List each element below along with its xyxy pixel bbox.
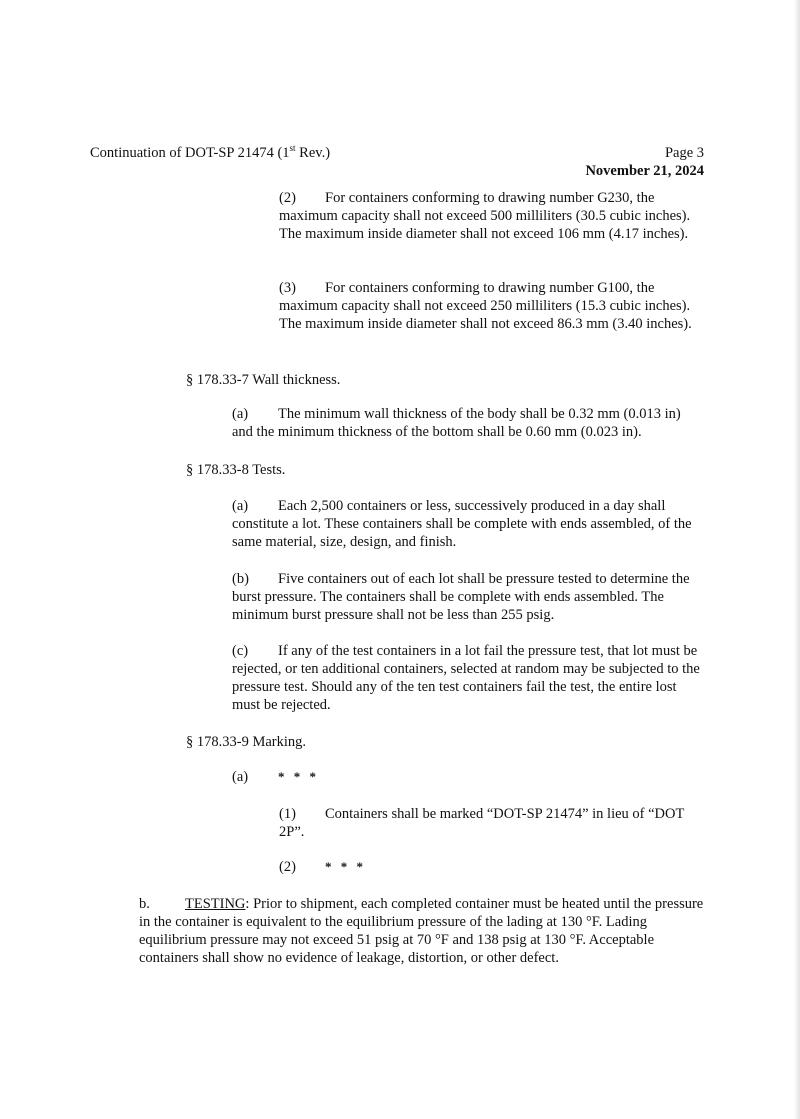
item-label: (2): [279, 190, 296, 206]
omission-asterisks: * * *: [325, 859, 366, 874]
item-text: Five containers out of each lot shall be pressure tested to determine the burst pressure. The containers shall be complete with ends assembled. The minimum burst pressure shall not be less than 255 psig.: [232, 571, 690, 623]
item-label: (a): [232, 498, 249, 514]
page-edge-shadow: [794, 0, 800, 1119]
testing-text: : Prior to shipment, each completed container must be heated until the pressure in the container is equivalent to the equilibrium pressure of the lading at 130 °F. Lading equilibrium pressure may not exceed 51 psig at 70 °F and 138 psig at 130 °F. Acceptable containers shall show no evidence of leakage, distortion, or other defect.: [139, 896, 704, 966]
item-label: (2): [279, 859, 296, 875]
item-label: (a): [232, 769, 249, 785]
item-label: (a): [232, 406, 249, 422]
item-label: (1): [279, 806, 296, 822]
revision-superscript: st: [289, 143, 296, 154]
item-text: Each 2,500 containers or less, successively produced in a day shall constitute a lot. These containers shall be complete with ends assembled, of the same material, size, design, and finish.: [232, 498, 692, 550]
omission-asterisks: * * *: [278, 769, 319, 784]
item-label: (b): [232, 571, 249, 587]
paragraph-3-g100: [279, 279, 694, 333]
tests-paragraph-c: [232, 642, 704, 714]
item-text: Containers shall be marked “DOT-SP 21474” in lieu of “DOT 2P”.: [279, 806, 685, 840]
item-label: (3): [279, 280, 296, 296]
section-178-33-8-heading: § 178.33-8 Tests.: [186, 462, 286, 478]
item-text: The minimum wall thickness of the body shall be 0.32 mm (0.013 in) and the minimum thickness of the bottom shall be 0.60 mm (0.023 in).: [232, 406, 681, 440]
continuation-prefix: Continuation of DOT-SP 21474 (1: [90, 145, 290, 161]
tests-paragraph-a: [232, 497, 704, 551]
paragraph-2-g230: [279, 189, 694, 243]
page-number: Page 3: [664, 145, 704, 161]
wall-thickness-paragraph-a: [232, 405, 704, 441]
testing-paragraph: [139, 895, 704, 967]
continuation-suffix: Rev.): [295, 145, 331, 161]
marking-subparagraph-1: [279, 805, 699, 841]
tests-paragraph-b: [232, 570, 704, 624]
marking-paragraph-a: [232, 768, 319, 786]
section-178-33-7-heading: § 178.33-7 Wall thickness.: [186, 372, 341, 388]
item-text: If any of the test containers in a lot fail the pressure test, that lot must be rejected, or ten additional containers, selected at random may be subjected to the pressure test. Should any of the ten test containers fail the test, the entire lost must be rejected.: [232, 643, 700, 713]
item-label: b.: [139, 896, 150, 912]
continuation-header: [90, 144, 330, 162]
item-text: For containers conforming to drawing number G100, the maximum capacity shall not exceed 250 milliliters (15.3 cubic inches). The maximum inside diameter shall not exceed 86.3 mm (3.40 inches).: [279, 280, 692, 332]
marking-subparagraph-2: [279, 858, 366, 876]
testing-title: TESTING: [185, 896, 246, 912]
section-178-33-9-heading: § 178.33-9 Marking.: [186, 734, 307, 750]
item-text: For containers conforming to drawing number G230, the maximum capacity shall not exceed 500 milliliters (30.5 cubic inches). The maximum inside diameter shall not exceed 106 mm (4.17 inches).: [279, 190, 691, 242]
document-date: November 21, 2024: [585, 163, 704, 179]
item-label: (c): [232, 643, 249, 659]
